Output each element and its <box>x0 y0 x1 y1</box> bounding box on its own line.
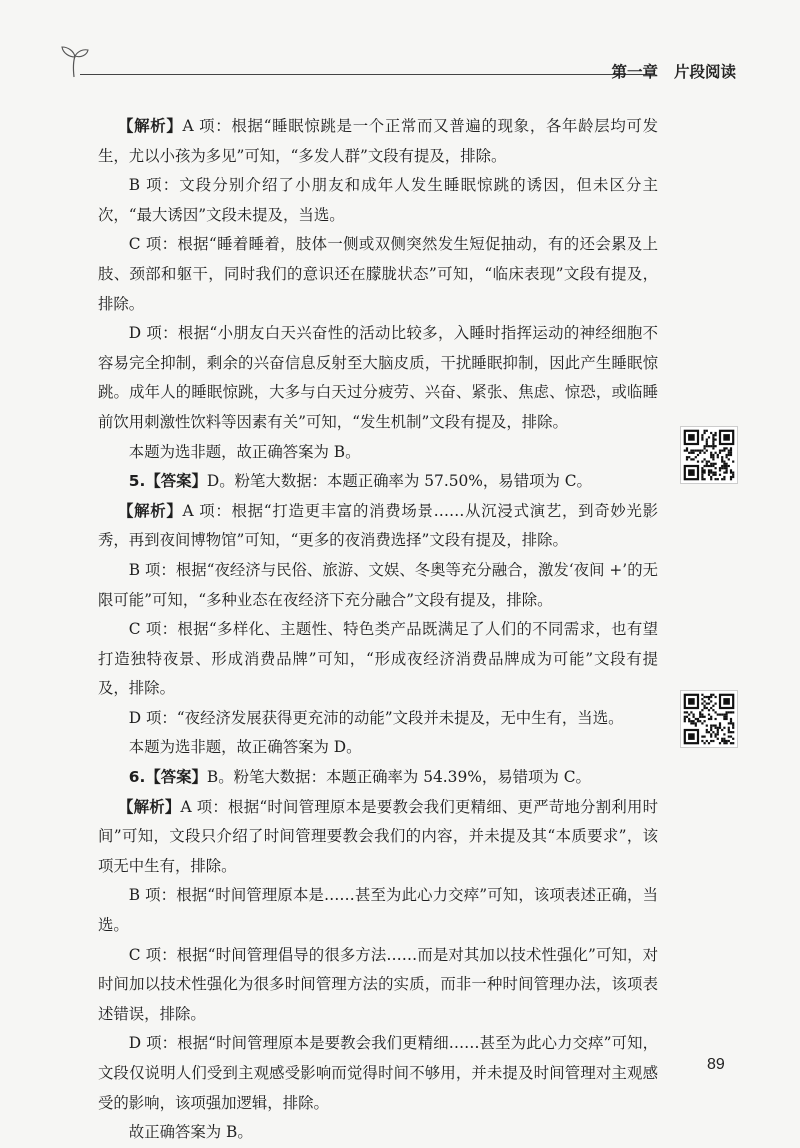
paragraph-text: C 项：根据“睡着睡着，肢体一侧或双侧突然发生短促抽动，有的还会累及上肢、颈部和躯干，同时我们的意识还在朦胧状态”可知，“临床表现”文段有提及，排除。 <box>98 235 658 313</box>
paragraph-label: 【解析】 <box>118 501 183 520</box>
paragraph-text: C 项：根据“时间管理倡导的很多方法……而是对其加以技术性强化”可知，对时间加以技术性强化为很多时间管理方法的实质，而非一种时间管理办法，该项表述错误，排除。 <box>98 945 658 1023</box>
paragraph <box>98 881 658 940</box>
qr-code-icon[interactable] <box>680 690 738 748</box>
answer-explanations <box>98 112 658 1148</box>
paragraph <box>98 733 658 763</box>
chapter-title: 片段阅读 <box>673 63 736 81</box>
page-header <box>60 44 740 84</box>
chapter-number: 第一章 <box>611 63 658 81</box>
answer-label: 6.【答案】 <box>128 768 207 787</box>
paragraph <box>98 941 658 1030</box>
paragraph-text: D 项：“夜经济发展获得更充沛的动能”文段并未提及，无中生有，当选。 <box>128 708 624 727</box>
paragraph-text: D 项：根据“小朋友白天兴奋性的活动比较多，入睡时指挥运动的神经细胞不容易完全抑制，剩余的兴奋信息反射至大脑皮质，干扰睡眠抑制，因此产生睡眠惊跳。成年人的睡眠惊跳，大多与白天过分疲劳、兴奋、紧张、焦虑、惊恐，或临睡前饮用刺激性饮料等因素有关”可知，“发生机制”文段有提及，排除。 <box>98 324 658 431</box>
paragraph-text: 本题为选非题，故正确答案为 D。 <box>128 738 362 757</box>
paragraph <box>98 497 658 556</box>
paragraph <box>98 230 658 319</box>
qr-code-icon[interactable] <box>680 426 738 484</box>
paragraph-text: D 项：根据“时间管理原本是要教会我们更精细……甚至为此心力交瘁”可知，文段仅说明人们受到主观感受影响而觉得时间不够用，并未提及时间管理对主观感受的影响，该项强加逻辑，排除。 <box>98 1034 658 1112</box>
paragraph-text: A 项：根据“睡眠惊跳是一个正常而又普遍的现象，各年龄层均可发生，尤以小孩为多见”可知，“多发人群”文段有提及，排除。 <box>98 117 658 165</box>
paragraph-text: A 项：根据“时间管理原本是要教会我们更精细、更严苛地分割利用时间”可知，文段只介绍了时间管理要教会我们的内容，并未提及其“本质要求”，该项无中生有，排除。 <box>98 797 658 875</box>
sprout-icon <box>60 44 90 78</box>
paragraph-text: C 项：根据“多样化、主题性、特色类产品既满足了人们的不同需求，也有望打造独特夜景、形成消费品牌”可知，“形成夜经济消费品牌成为可能”文段有提及，排除。 <box>98 620 658 698</box>
paragraph <box>98 171 658 230</box>
answer-line <box>98 763 658 793</box>
paragraph <box>98 438 658 468</box>
paragraph-label: 【解析】 <box>118 117 183 135</box>
paragraph <box>98 704 658 734</box>
paragraph-text: B。粉笔大数据：本题正确率为 54.39%，易错项为 C。 <box>206 768 591 787</box>
paragraph <box>98 1118 658 1148</box>
paragraph-text: B 项：根据“夜经济与民俗、旅游、文娱、冬奥等充分融合，激发‘夜间 +’的无限可能”可知，“多种业态在夜经济下充分融合”文段有提及，排除。 <box>98 560 658 609</box>
paragraph <box>98 1029 658 1118</box>
paragraph <box>98 112 658 171</box>
paragraph-text: D。粉笔大数据：本题正确率为 57.50%，易错项为 C。 <box>206 472 592 491</box>
paragraph-text: B 项：根据“时间管理原本是……甚至为此心力交瘁”可知，该项表述正确，当选。 <box>98 886 658 935</box>
paragraph <box>98 615 658 704</box>
paragraph-text: 本题为选非题，故正确答案为 B。 <box>128 442 361 461</box>
header-rule <box>80 74 655 75</box>
paragraph <box>98 793 658 882</box>
answer-label: 5.【答案】 <box>128 472 207 491</box>
paragraph-label: 【解析】 <box>118 797 181 816</box>
chapter-heading <box>611 60 736 82</box>
paragraph <box>98 556 658 615</box>
paragraph-text: 故正确答案为 B。 <box>128 1123 253 1142</box>
paragraph <box>98 319 658 437</box>
answer-line <box>98 467 658 497</box>
paragraph-text: B 项：文段分别介绍了小朋友和成年人发生睡眠惊跳的诱因，但未区分主次，“最大诱因”文段未提及，当选。 <box>98 176 658 224</box>
paragraph-text: A 项：根据“打造更丰富的消费场景……从沉浸式演艺，到奇妙光影秀，再到夜间博物馆”可知，“更多的夜消费选择”文段有提及，排除。 <box>98 501 658 550</box>
page-number: 89 <box>707 1056 725 1073</box>
